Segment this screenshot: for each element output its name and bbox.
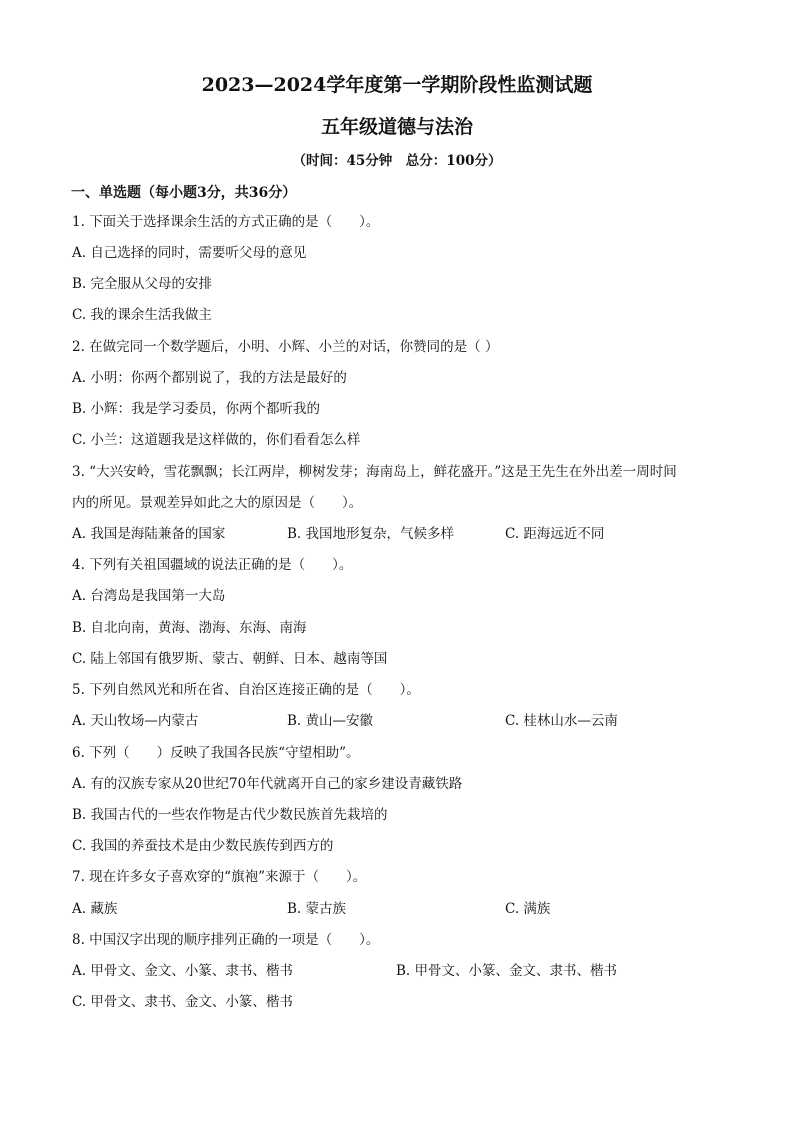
section-heading: 一、单选题（每小题3分，共36分）: [71, 185, 297, 201]
question-5-option-b: B. 黄山—安徽: [287, 713, 374, 729]
question-8-option-c: C. 甲骨文、隶书、金文、小篆、楷书: [72, 994, 293, 1010]
question-3-options: [72, 525, 732, 543]
question-7-stem: 7. 现在许多女子喜欢穿的“旗袍”来源于（ ）。: [72, 869, 367, 885]
question-8-options: [72, 962, 732, 980]
question-3-option-c: C. 距海远近不同: [505, 526, 605, 542]
question-7-options: [72, 900, 732, 918]
question-8-option-b: B. 甲骨文、小篆、金文、隶书、楷书: [396, 963, 618, 979]
question-5-option-a: A. 天山牧场—内蒙古: [72, 713, 199, 729]
question-1-stem: 1. 下面关于选择课余生活的方式正确的是（ ）。: [72, 214, 380, 230]
question-3-option-a: A. 我国是海陆兼备的国家: [72, 526, 226, 542]
question-2-stem: 2. 在做完同一个数学题后，小明、小辉、小兰的对话，你赞同的是（ ）: [72, 339, 499, 355]
question-5-stem: 5. 下列自然风光和所在省、自治区连接正确的是（ ）。: [72, 682, 420, 698]
question-2-option-c: C. 小兰：这道题我是这样做的，你们看看怎么样: [72, 432, 361, 448]
question-3-stem-continued: 内的所见。景观差异如此之大的原因是（ ）。: [72, 495, 363, 511]
question-3-option-b: B. 我国地形复杂，气候多样: [287, 526, 455, 542]
question-1-option-c: C. 我的课余生活我做主: [72, 307, 212, 323]
question-4-option-a: A. 台湾岛是我国第一大岛: [72, 588, 226, 604]
question-4-option-c: C. 陆上邻国有俄罗斯、蒙古、朝鲜、日本、越南等国: [72, 651, 388, 667]
question-4-option-b: B. 自北向南，黄海、渤海、东海、南海: [72, 620, 307, 636]
question-7-option-a: A. 藏族: [72, 901, 118, 917]
question-8-option-a: A. 甲骨文、金文、小篆、隶书、楷书: [72, 963, 293, 979]
question-6-option-c: C. 我国的养蚕技术是由少数民族传到西方的: [72, 838, 334, 854]
question-2-option-b: B. 小辉：我是学习委员，你两个都听我的: [72, 401, 321, 417]
question-4-stem: 4. 下列有关祖国疆域的说法正确的是（ ）。: [72, 557, 353, 573]
exam-meta: （时间：45分钟 总分：100分）: [292, 153, 502, 169]
question-6-option-a: A. 有的汉族专家从20世纪70年代就离开自己的家乡建设青藏铁路: [72, 776, 463, 792]
question-8-stem: 8. 中国汉字出现的顺序排列正确的一项是（ ）。: [72, 932, 380, 948]
question-3-stem: 3. “大兴安岭，雪花飘飘；长江两岸，柳树发芽；海南岛上，鲜花盛开。”这是王先生在外出差一周时间: [72, 464, 677, 480]
exam-title: 2023—2024学年度第一学期阶段性监测试题: [201, 74, 593, 96]
question-7-option-b: B. 蒙古族: [287, 901, 347, 917]
question-1-option-b: B. 完全服从父母的安排: [72, 276, 213, 292]
question-6-stem: 6. 下列（ ）反映了我国各民族“守望相助”。: [72, 745, 360, 761]
question-7-option-c: C. 满族: [505, 901, 551, 917]
question-2-option-a: A. 小明：你两个都别说了，我的方法是最好的: [72, 370, 347, 386]
exam-subject: 五年级道德与法治: [320, 116, 473, 138]
question-6-option-b: B. 我国古代的一些农作物是古代少数民族首先栽培的: [72, 807, 388, 823]
question-5-options: [72, 712, 732, 730]
question-1-option-a: A. 自己选择的同时，需要听父母的意见: [72, 245, 307, 261]
question-5-option-c: C. 桂林山水—云南: [505, 713, 618, 729]
